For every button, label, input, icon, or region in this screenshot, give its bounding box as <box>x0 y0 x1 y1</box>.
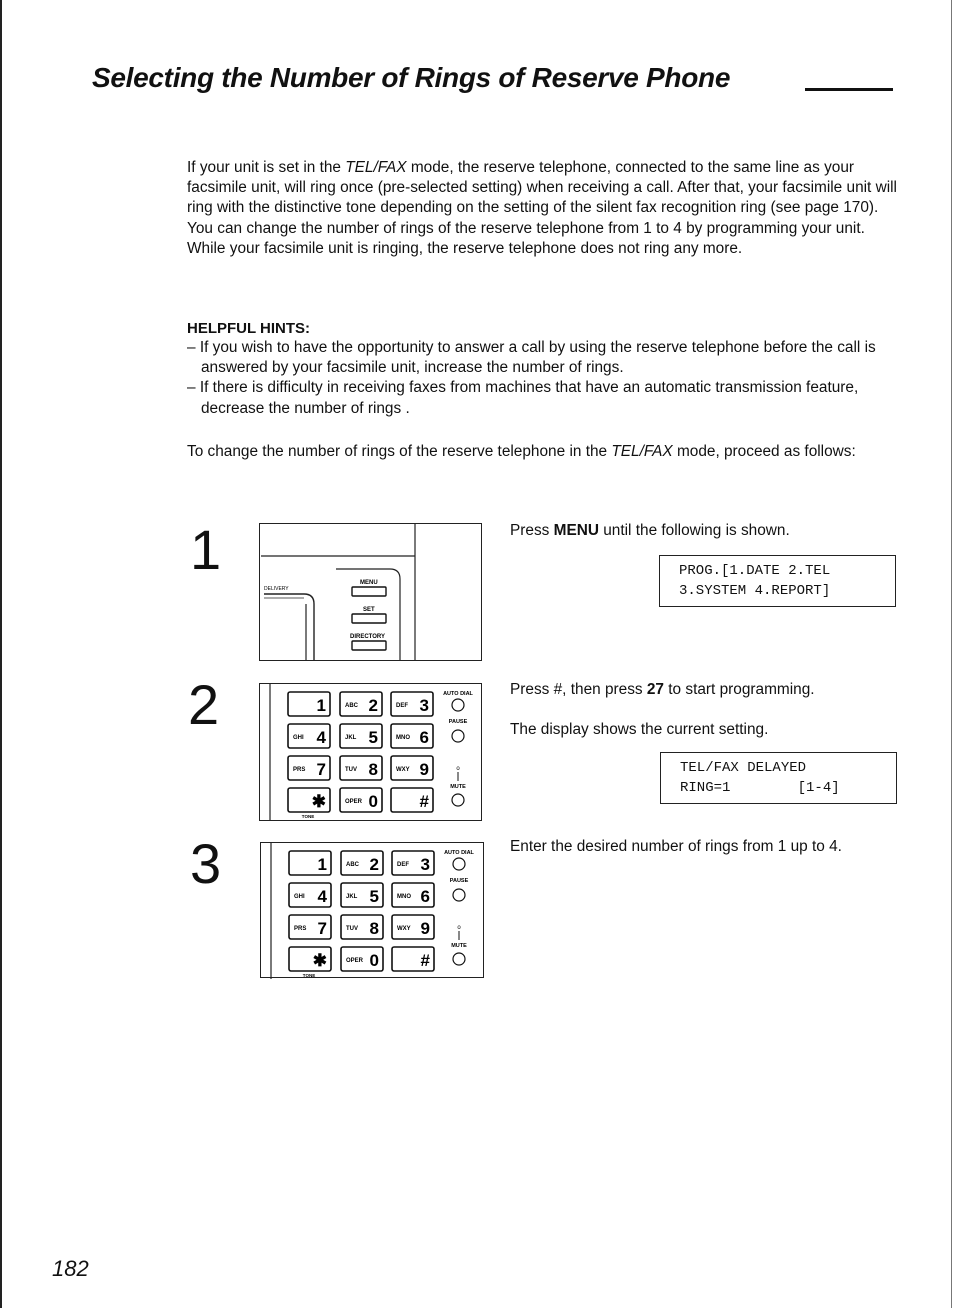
key-2[interactable] <box>341 851 383 875</box>
keypad-drawing <box>260 684 481 820</box>
display-tel-fax-delayed <box>660 752 897 804</box>
key-digit: 4 <box>317 887 327 906</box>
change-text-a: To change the number of rings of the reserve telephone in the <box>187 443 612 460</box>
menu-label: MENU <box>360 580 378 586</box>
key-digit: 1 <box>317 855 327 874</box>
key-digit: 2 <box>369 855 379 874</box>
mute-indicator-label: o <box>456 766 460 772</box>
key-digit: 6 <box>419 728 429 747</box>
step-1-instruction <box>510 522 790 540</box>
step-2-instruction <box>510 681 815 699</box>
key-digit: # <box>419 792 429 811</box>
display-line: TEL/FAX DELAYED <box>680 760 807 776</box>
page-number: 182 <box>52 1256 89 1281</box>
step-2-note: The display shows the current setting. <box>510 721 769 738</box>
page-edge-left <box>0 0 2 1308</box>
key-star[interactable] <box>288 788 330 812</box>
key-4[interactable] <box>289 883 331 907</box>
key-9[interactable] <box>391 756 433 780</box>
pause-button[interactable] <box>453 889 465 901</box>
key-1[interactable] <box>289 851 331 875</box>
key-letters: PRS <box>293 767 306 773</box>
directory-label: DIRECTORY <box>350 634 386 640</box>
key-letters: ABC <box>345 703 358 709</box>
key-letters: JKL <box>346 894 358 900</box>
display-line: PROG.[1.DATE 2.TEL <box>679 563 831 579</box>
key-digit: ✱ <box>311 792 326 811</box>
key-6[interactable] <box>392 883 434 907</box>
helpful-hints-heading: HELPFUL HINTS: <box>187 320 311 337</box>
step-1-number: 1 <box>190 518 222 581</box>
key-3[interactable] <box>392 851 434 875</box>
change-paragraph <box>187 442 897 462</box>
title-rule <box>805 88 893 91</box>
key-digit: # <box>420 951 430 970</box>
intro-mode: TEL/FAX <box>345 159 407 176</box>
keypad-illustration <box>260 842 484 978</box>
keypad-illustration <box>259 683 482 821</box>
key-0[interactable] <box>341 947 383 971</box>
control-panel-illustration <box>259 523 482 661</box>
menu-button[interactable] <box>352 587 386 596</box>
key-letters: MNO <box>396 735 410 741</box>
intro-text-b: mode, the reserve telephone, connected to the same line as your facsimile unit, will ring once (pre-selected setting) when receiving a call. After that, your facsimile unit will ring with the distinctive tone depending on the setting of the silent fax recognition ring (see page 170). You can change the number of rings of the reserve telephone from 1 to 4 by programming your unit. While your facsimile unit is ringing, the reserve telephone does not ring any more. <box>187 159 897 257</box>
key-digit: 4 <box>316 728 326 747</box>
key-digit: 0 <box>369 951 379 970</box>
set-button[interactable] <box>352 614 386 623</box>
key-digit: ✱ <box>312 951 327 970</box>
auto-dial-label: AUTO DIAL <box>444 850 474 856</box>
pause-label: PAUSE <box>449 878 469 884</box>
key-letters: GHI <box>293 735 304 741</box>
step-3-instruction: Enter the desired number of rings from 1 up to 4. <box>510 838 842 855</box>
key-3[interactable] <box>391 692 433 716</box>
key-digit: 5 <box>369 887 379 906</box>
key-letters: GHI <box>294 894 305 900</box>
display-prog-menu <box>659 555 896 607</box>
key-2[interactable] <box>340 692 382 716</box>
key-7[interactable] <box>289 915 331 939</box>
key-letters: ABC <box>346 862 359 868</box>
key-9[interactable] <box>392 915 434 939</box>
step-2-number: 2 <box>188 673 220 736</box>
intro-text-a: If your unit is set in the <box>187 159 346 176</box>
display-line: 3.SYSTEM 4.REPORT] <box>679 583 831 599</box>
mute-indicator-label: o <box>457 925 461 931</box>
mute-label: MUTE <box>450 784 466 790</box>
key-0[interactable] <box>340 788 382 812</box>
key-digit: 9 <box>419 760 429 779</box>
auto-dial-button[interactable] <box>453 858 465 870</box>
key-digit: 6 <box>420 887 430 906</box>
step-1-key: MENU <box>553 522 599 539</box>
key-7[interactable] <box>288 756 330 780</box>
key-digit: 3 <box>419 696 429 715</box>
key-digit: 5 <box>368 728 378 747</box>
page-edge-right <box>951 0 952 1308</box>
step-1-text-b: until the following is shown. <box>598 522 790 539</box>
key-digit: 8 <box>369 919 379 938</box>
key-letters: DEF <box>397 862 409 868</box>
key-digit: 3 <box>420 855 430 874</box>
key-digit: 9 <box>420 919 430 938</box>
pause-label: PAUSE <box>448 719 468 725</box>
auto-dial-button[interactable] <box>452 699 464 711</box>
directory-button[interactable] <box>352 641 386 650</box>
key-hash[interactable] <box>391 788 433 812</box>
tone-label: TONE <box>301 814 315 819</box>
change-mode: TEL/FAX <box>611 443 673 460</box>
key-digit: 2 <box>368 696 378 715</box>
key-letters: DEF <box>396 703 408 709</box>
mute-button[interactable] <box>452 794 464 806</box>
delivery-label: DELIVERY <box>264 586 289 592</box>
key-digit: 7 <box>317 919 327 938</box>
tone-label: TONE <box>302 973 316 978</box>
key-letters: TUV <box>345 767 357 773</box>
key-digit: 1 <box>316 696 326 715</box>
key-letters: MNO <box>397 894 411 900</box>
key-4[interactable] <box>288 724 330 748</box>
hint-item: – If you wish to have the opportunity to answer a call by using the reserve telephone before the call is answered by your facsimile unit, increase the number of rings. <box>187 339 876 377</box>
mute-button[interactable] <box>453 953 465 965</box>
pause-button[interactable] <box>452 730 464 742</box>
key-1[interactable] <box>288 692 330 716</box>
step-3-number: 3 <box>190 832 222 895</box>
key-letters: OPER <box>345 799 363 805</box>
display-line: RING=1 [1-4] <box>680 780 840 796</box>
key-digit: 8 <box>368 760 378 779</box>
mute-label: MUTE <box>451 943 467 949</box>
auto-dial-label: AUTO DIAL <box>443 691 473 697</box>
key-letters: WXY <box>396 767 410 773</box>
key-5[interactable] <box>340 724 382 748</box>
key-letters: WXY <box>397 926 411 932</box>
key-letters: JKL <box>345 735 357 741</box>
hint-item: – If there is difficulty in receiving faxes from machines that have an automatic transmission feature, decrease the number of rings . <box>187 379 859 417</box>
key-5[interactable] <box>341 883 383 907</box>
key-digit: 7 <box>316 760 326 779</box>
key-8[interactable] <box>340 756 382 780</box>
control-panel-drawing <box>260 524 481 660</box>
key-letters: PRS <box>294 926 307 932</box>
step-2-code: 27 <box>646 681 664 698</box>
intro-paragraph <box>187 158 897 259</box>
step-1-text-a: Press <box>510 522 554 539</box>
key-digit: 0 <box>368 792 378 811</box>
key-letters: TUV <box>346 926 358 932</box>
key-star[interactable] <box>289 947 331 971</box>
change-text-b: mode, proceed as follows: <box>672 443 856 460</box>
step-2-text-b: to start programming. <box>664 681 815 698</box>
key-letters: OPER <box>346 958 364 964</box>
helpful-hints-list <box>187 338 897 419</box>
step-2-text-a: Press #, then press <box>510 681 647 698</box>
key-8[interactable] <box>341 915 383 939</box>
key-6[interactable] <box>391 724 433 748</box>
set-label: SET <box>363 607 375 613</box>
keypad-drawing <box>261 843 482 979</box>
page-title: Selecting the Number of Rings of Reserve Phone <box>92 62 731 93</box>
key-hash[interactable] <box>392 947 434 971</box>
